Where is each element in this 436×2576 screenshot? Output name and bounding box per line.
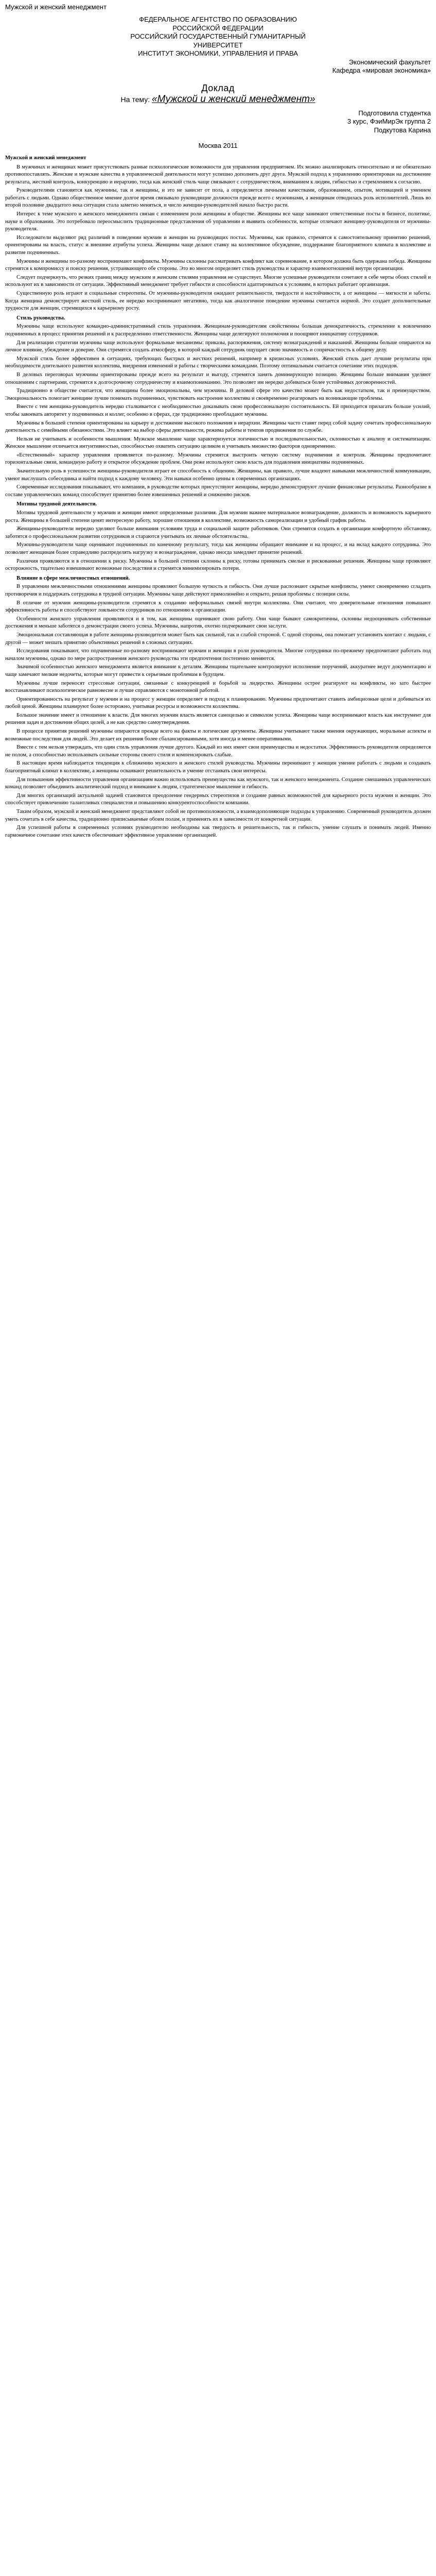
header-line: РОССИЙСКИЙ ГОСУДАРСТВЕННЫЙ ГУМАНИТАРНЫЙ: [130, 32, 306, 40]
body-paragraph: Особенности женского управления проявляются и в том, как женщины оценивают свою работу. Они чаще бывают самокритичны, склонны недооценивать собственные достижения и меньше заботятся о демонстрации своего успеха. Мужчины, напротив, охотно подчеркивают свои заслуги.: [5, 616, 431, 630]
body-paragraph: Существенную роль играют и социальные стереотипы. От мужчины-руководителя ожидают решительности, твердости и настойчивости, а от женщины — мягкости и заботы. Когда женщина демонстрирует жесткий стиль, ее нередко воспринимают негативно, тогда как аналогичное поведение мужчины считается нормой. Это создает дополнительные трудности для женщин, стремящихся к карьерному росту.: [5, 291, 431, 312]
body-paragraph: Исследователи выделяют ряд различий в поведении мужчин и женщин на руководящих постах. Мужчины, как правило, стремятся к самостоятельному принятию решений, ориентированы на власть, статус и внешние атрибуты успеха. Женщины чаще делают ставку на коллективное обсуждение, поддержание благоприятного климата в коллективе и развитие подчиненных.: [5, 234, 431, 256]
body-paragraph: Мужчины в большей степени ориентированы на карьеру и достижение высокого положения в иерархии. Женщины часто ставят перед собой задачу сочетать профессиональную деятельность с семейными обязанностями. Это влияет на выбор сферы деятельности, режима работы и темпов продвижения по службе.: [5, 420, 431, 434]
body-paragraph: Мужчины чаще используют командно-административный стиль управления. Женщинам-руководителям свойственны большая демократичность, стремление к вовлечению подчиненных в процесс принятия решений и к распределению ответственности. Женщины чаще делегируют полномочия и поощряют инициативу сотрудников.: [5, 324, 431, 337]
document-body: [5, 164, 431, 840]
document-top-title: Мужской и женский менеджмент: [5, 3, 107, 11]
body-paragraph: Мотивы трудовой деятельности у мужчин и женщин имеют определенные различия. Для мужчин важнее материальное вознаграждение, должность и возможность карьерного роста. Женщины в большей степени ценят интересную работу, хорошие отношения в коллективе, возможность самореализации и удобный график работы.: [5, 510, 431, 523]
body-paragraph: Для реализации стратегии мужчины чаще используют формальные механизмы: приказы, распоряжения, систему вознаграждений и наказаний. Женщины больше опираются на личное влияние, убеждение и доверие. Они стремятся создать атмосферу, в которой каждый сотрудник ощущает свою значимость и сопричастность к общему делу.: [5, 340, 431, 353]
body-paragraph: Значительную роль в успешности женщины-руководителя играет ее способность к общению. Женщины, как правило, лучше владеют навыками межличностной коммуникации, умеют выслушать собеседника и найти подход к каждому человеку. Эти навыки особенно ценны в современных организациях.: [5, 468, 431, 482]
body-paragraph: Вместе с тем нельзя утверждать, что один стиль управления лучше другого. Каждый из них имеет свои преимущества и недостатки. Эффективность руководителя определяется не полом, а способностью использовать сильные стороны своего стиля и компенсировать слабые.: [5, 744, 431, 758]
city-year: Москва 2011: [198, 142, 238, 149]
body-paragraph: Для многих организаций актуальной задачей становится преодоление гендерных стереотипов и создание равных возможностей для карьерного роста мужчин и женщин. Это способствует привлечению талантливых специалистов и повышению конкурентоспособности компании.: [5, 792, 431, 806]
header-line: УНИВЕРСИТЕТ: [193, 41, 243, 49]
body-paragraph: Значимой особенностью женского менеджмента является внимание к деталям. Женщины тщательнее контролируют исполнение поручений, аккуратнее ведут документацию и чаще замечают мелкие недочеты, которые могут привести к серьезным проблемам в будущем.: [5, 664, 431, 677]
body-paragraph: Руководителями становятся как мужчины, так и женщины, и это не зависит от пола, а определяется личными качествами, образованием, опытом, мотивацией и умением работать с людьми. Однако общественное мнение долгое время связывало руководящие должности прежде всего с мужчинами, а женщинам отводилась роль исполнителей. Лишь во второй половине двадцатого века ситуация стала заметно меняться, и число женщин-руководителей начало быстро расти.: [5, 188, 431, 209]
header-line: ИНСТИТУТ ЭКОНОМИКИ, УПРАВЛЕНИЯ И ПРАВА: [138, 49, 298, 57]
department: Кафедра «мировая экономика»: [332, 66, 431, 74]
author-name: Подкутова Карина: [374, 126, 431, 134]
body-paragraph: Мужчины и женщины по-разному воспринимают конфликты. Мужчины склонны рассматривать конфликт как соревнование, в котором должна быть одержана победа. Женщины стремятся к компромиссу и поиску решения, устраивающего обе стороны. Это во многом определяет стиль руководства и характер взаимоотношений внутри организации.: [5, 258, 431, 272]
body-paragraph: В управлении межличностными отношениями женщины проявляют большую чуткость и гибкость. Они лучше распознают скрытые конфликты, умеют своевременно сгладить противоречия и поддержать сотрудника в трудной ситуации. Мужчины чаще действуют прямолинейно и открыто, решая проблемы с позиции силы.: [5, 584, 431, 597]
body-paragraph: Для успешной работы в современных условиях руководителю необходимы как твердость и решительность, так и гибкость, умение слушать и понимать людей. Именно гармоничное сочетание этих качеств обеспечивает эффективное управление организацией.: [5, 825, 431, 838]
body-paragraph: Мужчины лучше переносят стрессовые ситуации, связанные с конкуренцией и борьбой за лидерство. Женщины острее реагируют на конфликты, но зато быстрее восстанавливают психологическое равновесие и лучше справляются с монотонной работой.: [5, 680, 431, 694]
theme-line: [5, 94, 431, 105]
section-heading: Влияние в сфере межличностных отношений.: [16, 575, 130, 581]
body-paragraph: В отличие от мужчин женщины-руководители стремятся к созданию неформальных связей внутри коллектива. Они считают, что доверительные отношения повышают эффективность работы и способствуют лояльности сотрудников по отношению к организации.: [5, 600, 431, 614]
body-paragraph: Нельзя не учитывать и особенности мышления. Мужское мышление чаще характеризуется логичностью и последовательностью, склонностью к анализу и систематизации. Женское мышление отличается интуитивностью, способностью охватить ситуацию целиком и учитывать множество факторов одновременно.: [5, 436, 431, 450]
body-paragraph: Традиционно в обществе считается, что женщины более эмоциональны, чем мужчины. В деловой сфере это качество может быть как недостатком, так и преимуществом. Эмоциональность помогает женщине лучше понимать подчиненных, чувствовать настроение коллектива и своевременно реагировать на возникающие проблемы.: [5, 388, 431, 401]
body-paragraph: Мужской стиль более эффективен в ситуациях, требующих быстрых и жестких решений, например в кризисных условиях. Женский стиль дает лучшие результаты при необходимости длительного развития коллектива, внедрения изменений и работы с творческими командами. Поэтому оптимальным считается сочетание этих подходов.: [5, 355, 431, 369]
body-paragraph: Вместе с тем женщина-руководитель нередко сталкивается с необходимостью доказывать свою профессиональную состоятельность. Ей приходится прилагать больше усилий, чтобы завоевать авторитет у подчиненных и коллег, особенно в сферах, где традиционно преобладают мужчины.: [5, 404, 431, 417]
body-paragraph: Таким образом, мужской и женский менеджмент представляют собой не противоположности, а взаимодополняющие подходы к управлению. Современный руководитель должен уметь сочетать в себе качества, традиционно приписываемые обоим полам, и применять их в зависимости от конкретной ситуации.: [5, 809, 431, 822]
body-paragraph: Мужчины-руководители чаще оценивают подчиненных по конечному результату, тогда как женщины обращают внимание и на процесс, и на вклад каждого сотрудника. Это позволяет женщинам более справедливо распределять нагрузку и вознаграждение, однако иногда замедляет принятие решений.: [5, 542, 431, 555]
section-heading: Мотивы трудовой деятельности.: [16, 501, 97, 507]
body-paragraph: В мужчинах и женщинах может присутствовать разные психологические возможности для управления предприятием. Их можно анализировать относительно и не обязательно противопоставлять. Женские и мужские качества в управленческой деятельности могут успешно дополнять друг друга. Мужской подход к управлению ориентирован на достижение результата, жесткий контроль, конкуренцию и иерархию, тогда как женский стиль чаще связывают с сотрудничеством, вниманием к людям, гибкостью и стремлением к согласию.: [5, 164, 431, 185]
body-paragraph: «Естественный» характер управления проявляется по-разному. Мужчины стремятся выстроить четкую систему подчинения и контроля. Женщины предпочитают горизонтальные связи, командную работу и открытое обсуждение проблем. Они реже используют свою власть для подавления инициативы подчиненных.: [5, 452, 431, 466]
document-type: Доклад: [201, 82, 235, 93]
body-paragraph: Различия проявляются и в отношении к риску. Мужчины в большей степени склонны к риску, готовы принимать смелые и рискованные решения. Женщины чаще проявляют осторожность, тщательно взвешивают возможные последствия и стремятся минимизировать потери.: [5, 558, 431, 572]
body-paragraph: Эмоциональная составляющая в работе женщины-руководителя может быть как сильной, так и слабой стороной. С одной стороны, она помогает установить контакт с людьми, с другой — может мешать принятию объективных решений в сложных ситуациях.: [5, 632, 431, 646]
body-paragraph: Следует подчеркнуть, что резких границ между мужским и женским стилями управления не существует. Многие успешные руководители сочетают в себе черты обоих стилей и используют их в зависимости от ситуации. Эффективный менеджмент требует гибкости и способности адаптироваться к условиям, в которых работает организация.: [5, 274, 431, 288]
body-paragraph: Исследования показывают, что подчиненные по-разному воспринимают мужчин и женщин в роли руководителя. Многие сотрудники по-прежнему предпочитают работать под началом мужчины, однако по мере распространения женского руководства эти предпочтения постепенно меняются.: [5, 648, 431, 662]
body-paragraph: Для повышения эффективности управления организациям важно использовать преимущества как мужского, так и женского менеджмента. Создание смешанных управленческих команд позволяет объединить аналитический подход и внимание к людям, стратегическое мышление и гибкость.: [5, 776, 431, 790]
author-group: 3 курс, ФэиМирЭк группа 2: [347, 117, 431, 125]
author-prepared: Подготовила студентка: [358, 109, 431, 117]
body-paragraph: Современные исследования показывают, что компании, в руководстве которых присутствуют женщины, нередко демонстрируют лучшие финансовые результаты. Разнообразие в составе управленческих команд способствует принятию более взвешенных решений и снижению рисков.: [5, 484, 431, 498]
header-line: ФЕДЕРАЛЬНОЕ АГЕНТСТВО ПО ОБРАЗОВАНИЮ: [139, 15, 297, 23]
body-paragraph: В процессе принятия решений мужчины опираются прежде всего на факты и логические аргументы. Женщины учитывают также мнения окружающих, моральные аспекты и возможные последствия для людей. Это делает их решения более сбалансированными, хотя иногда и менее оперативными.: [5, 728, 431, 742]
body-paragraph: В деловых переговорах мужчины ориентированы прежде всего на результат и выгоду, стремятся занять доминирующую позицию. Женщины больше внимания уделяют отношениям с партнерами, стремятся к долгосрочному сотрудничеству и взаимопониманию. Это позволяет им нередко добиваться более устойчивых договоренностей.: [5, 371, 431, 385]
body-paragraph: Ориентированность на результат у мужчин и на процесс у женщин определяет и подход к планированию. Мужчины предпочитают ставить амбициозные цели и добиваться их любой ценой. Женщины планируют более осторожно, учитывая ресурсы и возможности коллектива.: [5, 696, 431, 710]
document-theme: «Мужской и женский менеджмент»: [151, 93, 316, 105]
body-paragraph: Женщины-руководители нередко уделяют больше внимания условиям труда и социальной защите работников. Они стремятся создать в организации комфортную обстановку, заботятся о профессиональном развитии сотрудников и стараются учитывать их личные обстоятельства.: [5, 526, 431, 539]
section-heading: Стиль руководства.: [16, 315, 65, 321]
body-paragraph: Интерес к теме мужского и женского менеджмента связан с изменением роли женщины в обществе. Женщины все чаще занимают ответственные посты в бизнесе, политике, науке и образовании. Это потребовало переосмыслить традиционные представления об управлении и выявить особенности, которые отличают женщину-руководителя от мужчины-руководителя.: [5, 211, 431, 232]
body-paragraph: В настоящее время наблюдается тенденция к сближению мужского и женского стилей руководства. Мужчины перенимают у женщин умение работать с людьми и создавать благоприятный климат в коллективе, а женщины осваивают решительность и умение отстаивать свои интересы.: [5, 760, 431, 774]
faculty: Экономический факультет: [348, 58, 431, 66]
title-page-header: [5, 15, 431, 75]
author-block: [5, 109, 431, 135]
theme-prefix: На тему:: [120, 95, 150, 104]
content-heading: Мужской и женский менеджмент: [5, 155, 86, 161]
body-paragraph: Большое значение имеет и отношение к власти. Для многих мужчин власть является самоцелью и символом успеха. Женщины чаще воспринимают власть как инструмент для решения задач и достижения общих целей, а не как средство самоутверждения.: [5, 712, 431, 726]
header-line: РОССИЙСКОЙ ФЕДЕРАЦИИ: [172, 24, 264, 32]
